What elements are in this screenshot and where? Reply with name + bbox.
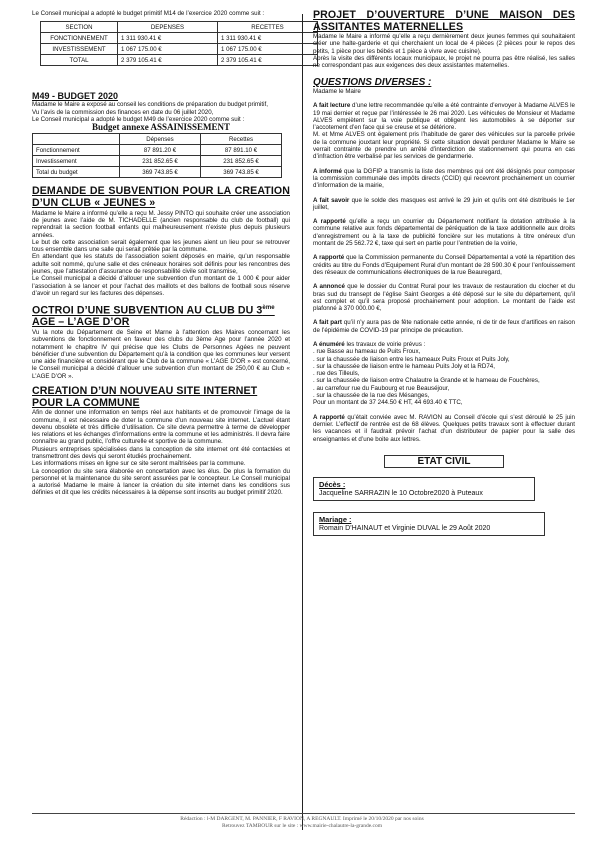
question-item [313,254,575,276]
list-item: . rue des Tilleuls, [313,370,360,378]
table-cell: 1 067 175.00 € [218,44,318,55]
table-cell: 231 852.65 € [201,156,282,167]
question-item [313,414,575,443]
table-cell: INVESTISSEMENT [41,44,118,55]
question-text: que la Commission permanente du Conseil Départemental a voté la répartition des crédits au titre du Fonds d’Equipement Rural d’un montant de 28 590.30 € pour l’enfouissement des réseaux de communications électroniques de la rue Beauregard, [313,254,576,276]
question-text: qu’était conviée avec M. RAVION au Conseil d’école qui s’est déroulé le 25 juin dernier. L’effectif de rentrée est de 68 élèves. Quelques petits travaux sont à effectuer durant les vacances et il faudrait prévoir l’achat d’un distributeur de papier pour la salle des enseignantes et d’une boite aux lettres. [313,413,575,443]
table-header-row [33,134,282,145]
table-cell: Fonctionnement [33,145,120,156]
right-column [313,9,576,536]
question-item [313,95,575,161]
footer-rule [32,813,575,814]
question-label: A annoncé [313,283,345,291]
table-row [41,55,318,66]
budget-intro: Le Conseil municipal a adopté le budget primitif M14 de l’exercice 2020 comme suit : [32,10,265,17]
questions-title: QUESTIONS DIVERSES : [313,76,432,88]
annex-title: Budget annexe ASSAINISSEMENT [91,122,231,133]
table-row [33,145,282,156]
table-cell: 2 379 105.41 € [118,55,218,66]
table-header [33,134,120,145]
mariage-box [313,512,545,536]
table-cell: 87 891.10 € [201,145,282,156]
age-title [32,303,290,329]
list-item: . sur la chaussée de liaison entre les hameaux Puits Froux et Puits Joly, [313,355,510,363]
deces-label: Décès : [319,480,346,490]
list-item: Pour un montant de 37 244.50 € HT, 44 693.40 € TTC, [313,399,463,407]
question-text: que le dossier du Contrat Rural pour les travaux de restauration du clocher et du bras sud du transept de l’église Saint Georges a été déposé sur le site du département, qu’il est complet et qu’il sera proposé prochainement pour adoption. Le montant de l’aide est plafonné à 370 000.00 €, [313,283,575,313]
mariage-text: Romain D’HAINAUT et Virginie DUVAL le 29 Août 2020 [319,525,491,533]
question-item [313,197,575,212]
question-label: A informé [313,167,342,175]
table-cell: 2 379 105.41 € [218,55,318,66]
age-title-sup: ème [262,305,275,312]
maire-label: Madame le Maire [313,87,361,95]
m49-text: Madame le Maire a exposé au conseil les conditions de préparation du budget primitif, Vu l’avis de la commission des finances en date du 06 juillet 2020, Le Conseil municipal a adopté le budget M49 de l’exercice 2020 comme suit : [32,101,268,123]
club-text: Madame le Maire a informé qu’elle a reçu M. Jessy PINTO qui souhaite créer une association de jeunes avec l’aide de M. TICHADELLE (ancien responsable du club de football) qui reprendrait la section football enfants qui malheureusement n’existe plus depuis plusieurs années. Le but de cette association serait également que les jeunes aient un lieu pour se retrouver tous ensemble dans une salle qui serait prêtée par la commune. En attendant que les statuts de l’association soient déposés en mairie, qu’un responsable adulte soit nommé, qu’une salle et des créneaux horaires soit définis pour les rencontres des jeunes, que l’attestation d’assurance de responsabilité civile soit transmise, Le Conseil municipal a décidé d’allouer une subvention d’un montant de 1 000 € pour aider l’association à se lancer et pour l’achat des maillots et des ballons de football sous réserve d’avoir un regard sur les factures des dépenses. [32,209,290,297]
deces-box [313,477,535,501]
footer [0,816,604,830]
table-header-row [41,22,318,33]
question-item [313,341,575,348]
mariage-label: Mariage : [319,515,352,525]
table-cell: Total du budget [33,167,120,178]
question-item [313,168,575,190]
table-cell: Investissement [33,156,120,167]
site-text: Afin de donner une information en temps réel aux habitants et de promouvoir l’image de la commune, il est nécessaire de doter la commune d’un nouveau site internet. L’actuel étant devenu obsolète et très difficile d’utilisation. Ce site devra permettre à terme de développer les relations et les échanges d’informations entre la commune et les administrés. Il devra faire connaître au grand public, l’offre culturelle et sportive de la commune. Plusieurs entreprises spécialisées dans la conception de site internet ont été contactées et transmettront des devis qui seront étudiés prochainement. Les informations mises en ligne sur ce site seront maîtrisées par la commune. La conception du site sera élaborée en concertation avec les élus. De plus la formation du personnel et la maintenance du site seront assurées par le concepteur. Le Conseil municipal a autorisé Madame le maire à lancer la création du site internet dans les conditions sus définies et dit que les crédits nécessaires à la dépense sont inscrits au budget primitif 2020. [32,409,290,497]
age-title-b: AGE – L’AGE D’OR [32,316,130,329]
question-item [313,218,575,247]
footer-credits: Rédaction : l-M DARGENT, M. PANNIER, F RAVION, A REGNAULT. Imprimé le 20/10/2020 par nos soins [180,816,424,822]
list-item: . sur la chaussée de liaison entre le hameau Puits Joly et la RD74, [313,362,495,370]
question-item [313,319,575,334]
m49-title: M49 - BUDGET 2020 [32,91,119,102]
question-text: qu’il n’y aura pas de fête nationale cette année, ni de tir de feux d’artifices en raison de l’épidémie de COVID-19 par principe de précaution. [313,319,575,334]
annex-table [32,133,282,178]
question-text: que la DGFIP a transmis la liste des membres qui ont été désignés pour composer la commission communale des impôts directs (CCID) qui recevront prochainement un courrier d’information de la mairie, [313,167,575,190]
site-title: CREATION D’UN NOUVEAU SITE INTERNET POUR LA COMMUNE [32,385,258,409]
table-row [41,33,318,44]
age-title-a: OCTROI D’UNE SUBVENTION AU CLUB DU 3 [32,304,263,317]
deces-text: Jacqueline SARRAZIN le 10 Octobre2020 à Puteaux [319,490,483,498]
question-text: les travaux de voirie prévus : [344,340,426,348]
question-label: A rapporté [313,218,346,226]
question-label: A fait savoir [313,196,350,204]
table-header: DEPENSES [118,22,218,33]
question-label: A énuméré [313,340,345,348]
table-header: Recettes [201,134,282,145]
table-cell: 1 067 175.00 € [118,44,218,55]
table-cell: FONCTIONNEMENT [41,33,118,44]
table-cell: 1 311 930.41 € [118,33,218,44]
table-cell: TOTAL [41,55,118,66]
table-cell: 87 891.20 € [120,145,201,156]
list-item: . sur la chaussée de la rue des Mésanges, [313,392,430,400]
footer-website: Retrouvez TAMBOUR sur le site : www.mairie-chalautre-la-grande.com [221,823,383,829]
question-label: A fait lecture [313,102,351,110]
table-cell: 231 852.65 € [120,156,201,167]
age-text: Vu la note du Département de Seine et Marne à l’attention des Maires concernant les subventions de fonctionnement en faveur des clubs du 3ème Age pour l’année 2020 et notamment le chapitre IV qui précise que les Clubs de Personnes Agées ne peuvent bénéficier d’une subvention du Département qu’à la condition que les communes leur versent une aide financière et considérant que le Club de la commune « L’AGE D’OR » est concerné, le Conseil municipal a décidé d’allouer une subvention d’un montant de 250,00 € au Club « L’AGE D’OR ». [32,328,290,380]
projet-title: PROJET D’OUVERTURE D’UNE MAISON DES ASSITANTES MATERNELLES [313,9,575,33]
column-divider [302,14,303,830]
table-header: Dépenses [120,134,201,145]
club-title: DEMANDE DE SUBVENTION POUR LA CREATION D’UN CLUB « JEUNES » [32,185,290,210]
works-list [313,341,575,407]
table-cell: 1 311 930.41 € [218,33,318,44]
question-item [313,283,575,312]
left-column [32,10,290,497]
table-header: SECTION [41,22,118,33]
table-cell: 369 743.85 € [120,167,201,178]
question-text: que le solde des masques est arrivé le 29 juin et qu’ils ont été distribués le 1er juillet, [313,196,575,211]
list-item: . sur la chaussée de liaison entre Chalautre la Grande et le hameau de Fouchères, [313,377,540,385]
table-row [33,156,282,167]
question-label: A fait part [313,319,342,327]
projet-text: Madame le Maire a informé qu’elle a reçu dernièrement deux jeunes femmes qui souhaitaient créer une halte-garderie et qui cherchaient un local de 4 pièces (2 pièces pour le repos des petits, 1 pièce pour les bébés et 1 pièce à vivre avec cuisine). Après la visite des différents locaux municipaux, le projet ne pourra pas être réalisé, les salles ne correspondant pas aux exigences des deux assistantes maternelles. [313,33,575,70]
question-label: A rapporté [313,254,345,262]
budget-table [40,21,318,66]
table-row [33,167,282,178]
table-header: RECETTES [218,22,318,33]
etat-civil-title: ETAT CIVIL [384,455,504,468]
question-text: qu’elle a reçu un courrier du Département notifiant la dotation attribuée à la commune relative aux fonds départemental de péréquation de la taxe additionnelle aux droits d’enregistrement ou à la taxe de publicité foncière sur les mutations à titre onéreux d’un montant de 25 562.72 €, taxe qui sert en partie pour l’entretien de la voirie, [313,218,575,248]
list-item: . rue Basse au hameau de Puits Froux, [313,348,421,356]
question-label: A rapporté [313,413,345,421]
table-row [41,44,318,55]
question-text: d’une lettre recommandée qu’elle a été contrainte d’envoyer à Madame ALVES le 19 mai dernier et reçue par l’intéressée le 26 mai 2020. Les véhicules de Monsieur et Madame ALVES empiètent sur la voie publique et obligent les automobiles à se déporter sur l’accotement d’en face qui se creuse et se détériore. M. et Mme ALVES ont également pris l’habitude de garer des véhicules sur la parcelle privée de la commune jouxtant leur propriété. Si cette situation devait perdurer Madame le Maire se verrait contrainte de prendre un arrêté d’interdiction de stationnement qui pourra en cas d’infraction être verbalisé par les services de gendarmerie. [313,102,575,161]
list-item: . au carrefour rue du Faubourg et rue Beauséjour, [313,384,450,392]
table-cell: 369 743.85 € [201,167,282,178]
